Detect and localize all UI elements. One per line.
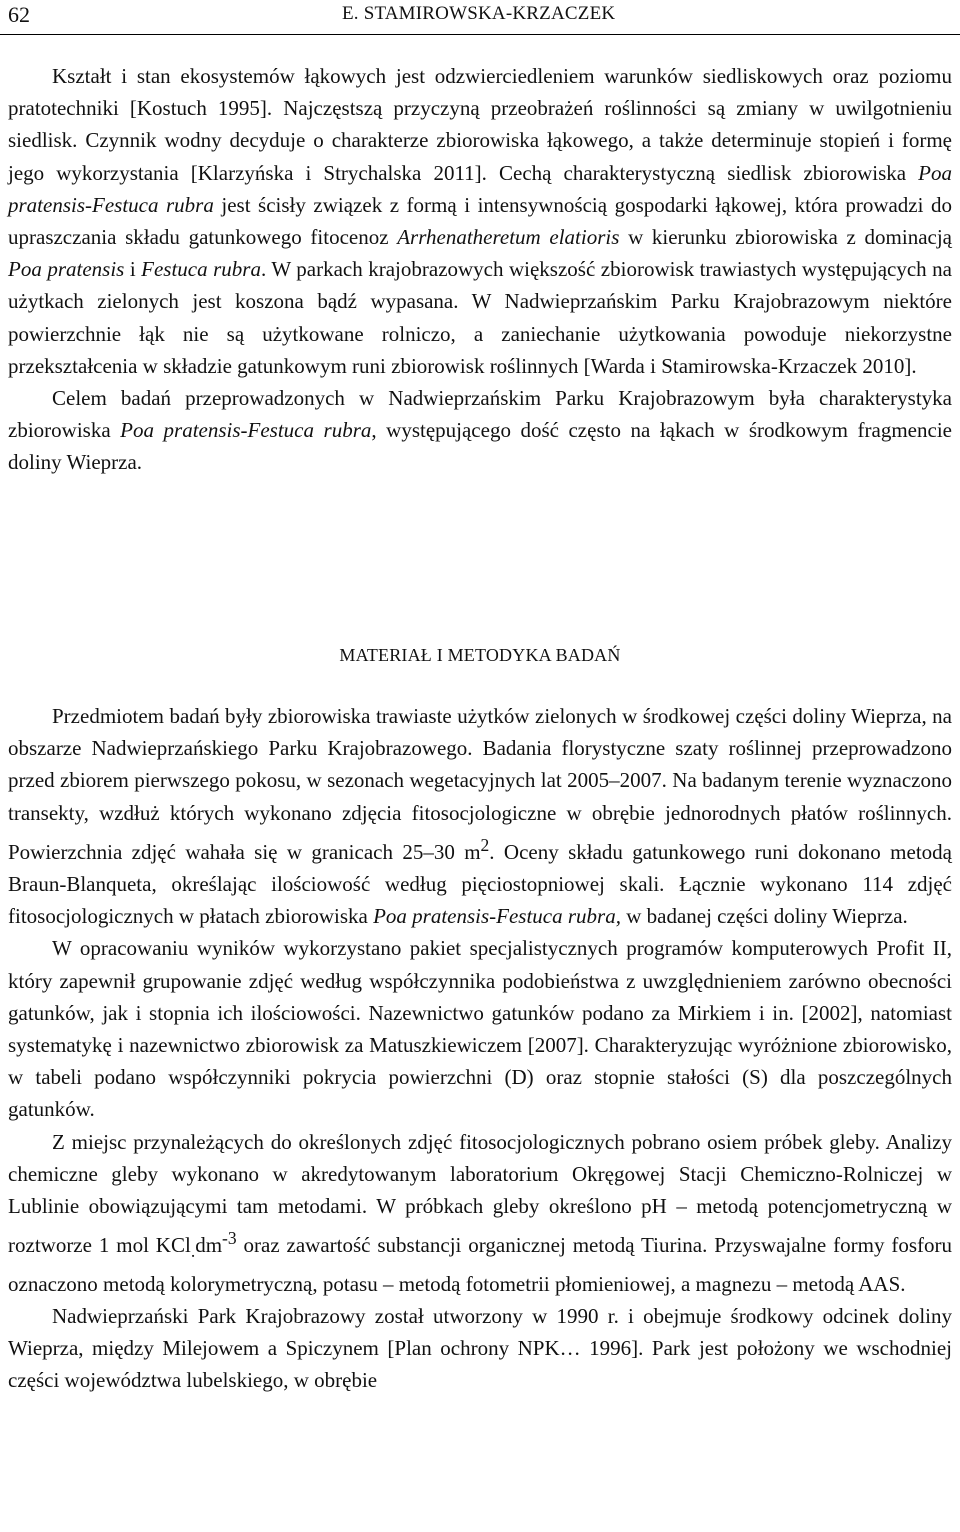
methods-paragraph-1: Przedmiotem badań były zbiorowiska trawiaste użytków zielonych w środkowej części doliny Wieprza, na obszarze Nadwieprzańskiego Parku Krajobrazowego. Badania florystyczne szaty roślinnej przeprowadzono przed zbiorem pierwszego pokosu, w sezonach wegetacyjnych lat 2005–2007. Na badanym terenie wyznaczono transekty, wzdłuż których wykonano zdjęcia fitosocjologiczne w obrębie jednorodnych płatów roślinnych. Powierzchnia zdjęć wahała się w granicach 25–30 $m^2$. Oceny składu gatunkowego runi dokonano metodą Braun-Blanqueta, określając ilościowość według pięciostopniowej skali. Łącznie wykonano 114 zdjęć fitosocjologicznych w płatach zbiorowiska Poa pratensis-Festuca rubra, w badanej części doliny Wieprza. (8, 704, 952, 929)
methods-paragraph-4: Nadwieprzański Park Krajobrazowy został utworzony w 1990 r. i obejmuje środkowy odcinek doliny Wieprza, między Milejowem a Spiczynem [Plan ochrony NPK… 1996]. Park jest położony we wschodniej części województwa lubelskiego, w obrębie (8, 1303, 952, 1393)
species-name: Poa pratensis-Festuca rubra, (373, 904, 621, 929)
association-name: Arrhenatheretum elatioris (397, 225, 620, 250)
intro-section (8, 60, 952, 479)
species-name: Poa pratensis (8, 257, 125, 282)
species-name: Festuca rubra (141, 257, 261, 282)
running-header (0, 0, 960, 35)
methods-paragraph-2: W opracowaniu wyników wykorzystano pakiet specjalistycznych programów komputerowych Profit II, który zapewnił grupowanie zdjęć według współczynnika podobieństwa z uwzględnieniem zarówno obecności gatunków, jak i stopnia ich ilościowości. Nazewnictwo gatunków podano za Mirkiem i in. [2002], natomiast systematykę i nazewnictwo zbiorowisk za Matuszkiewiczem [2007]. Charakteryzując wyróżnione zbiorowisko, w tabeli podano współczynniki pokrycia powierzchni (D) oraz stopnie stałości (S) dla poszczególnych gatunków. (8, 936, 952, 1122)
intro-paragraph-1: Kształt i stan ekosystemów łąkowych jest odzwierciedleniem warunków siedliskowych oraz poziomu pratotechniki [Kostuch 1995]. Najczęstszą przyczyną przeobrażeń roślinności są zmiany w uwilgotnieniu siedlisk. Czynnik wodny decyduje o charakterze zbiorowiska łąkowego, a także determinuje stopień i formę jego wykorzystania [Klarzyńska i Strychalska 2011]. Cechą charakterystyczną siedlisk zbiorowiska Poa pratensis-Festuca rubra jest ścisły związek z formą i intensywnością gospodarki łąkowej, która prowadzi do upraszczania składu gatunkowego fitocenoz Arrhenatheretum elatioris w kierunku zbiorowiska z dominacją Poa pratensis i Festuca rubra. W parkach krajobrazowych większość zbiorowisk trawiastych występujących na użytkach zielonych jest koszona bądź wypasana. W Nadwieprzańskim Parku Krajobrazowym niektóre powierzchnie łąk nie są użytkowane rolniczo, a zaniechanie użytkowania powoduje niekorzystne przekształcenia w składzie gatunkowym runi zbiorowisk roślinnych [Warda i Stamirowska-Krzaczek 2010]. (8, 64, 952, 378)
intro-paragraph-2: Celem badań przeprowadzonych w Nadwieprzańskim Parku Krajobrazowym była charakterystyka zbiorowiska Poa pratensis-Festuca rubra, występującego dość często na łąkach w środkowym fragmencie doliny Wieprza. (8, 386, 952, 475)
methods-section (8, 700, 952, 1396)
species-name: Poa pratensis-Festuca rubra (8, 160, 952, 217)
running-head-author: E. STAMIROWSKA-KRZACZEK (342, 3, 616, 24)
section-heading: MATERIAŁ I METODYKA BADAŃ (339, 645, 621, 665)
page-number: 62 (8, 2, 30, 27)
methods-paragraph-3: Z miejsc przynależących do określonych zdjęć fitosocjologicznych pobrano osiem próbek gleby. Analizy chemiczne gleby wykonano w akredytowanym laboratorium Okręgowej Stacji Chemiczno-Rolniczej w Lublinie obowiązującymi tam metodami. W próbkach gleby określono pH – metodą potencjometryczną w roztworze 1 mol $KCl_.dm^{-3}$ oraz zawartość substancji organicznej metodą Tiurina. Przyswajalne formy fosforu oznaczono metodą kolorymetryczną, potasu – metodą fotometrii płomieniowej, a magnezu – metodą AAS. (8, 1129, 952, 1296)
species-name: Poa pratensis-Festuca rubra (120, 418, 372, 443)
